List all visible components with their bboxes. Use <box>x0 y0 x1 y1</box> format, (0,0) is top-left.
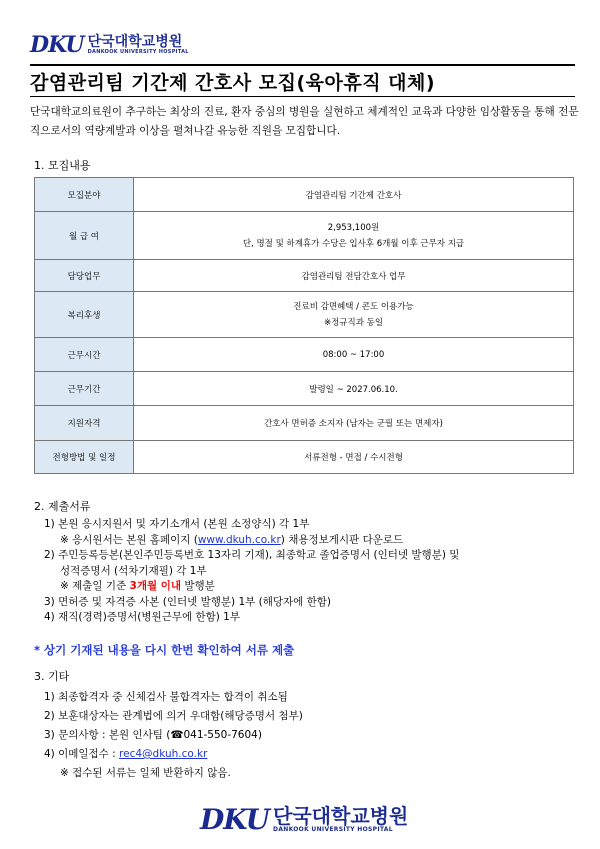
table-row <box>35 178 574 212</box>
row-value: 2,953,100원 단, 명절 및 하계휴가 수당은 입사후 6개월 이후 근무자 지급 <box>134 212 574 260</box>
list-item: 1) 본원 응시지원서 및 자기소개서 (본원 소정양식) 각 1부 <box>44 518 310 530</box>
row-value: 감염관리팀 기간제 간호사 <box>134 178 574 212</box>
notice-text: * 상기 기재된 내용을 다시 한번 확인하여 서류 제출 <box>34 643 295 657</box>
table-row <box>35 292 574 338</box>
row-key: 담당업무 <box>35 260 134 292</box>
row-value: 08:00 ~ 17:00 <box>134 338 574 372</box>
row-key: 월 급 여 <box>35 212 134 260</box>
list-item: 3) 문의사항 : 본원 인사팀 (☎041-550-7604) <box>44 729 262 741</box>
documents-list <box>44 517 584 626</box>
section-heading-etc: 3. 기타 <box>34 670 70 683</box>
row-value: 발령일 ~ 2027.06.10. <box>134 372 574 406</box>
table-row <box>35 441 574 474</box>
list-item-note: ※ 제출일 기준 3개월 이내 발행분 <box>60 580 215 592</box>
email-link[interactable]: rec4@dkuh.co.kr <box>119 748 208 760</box>
top-rule <box>30 64 575 66</box>
section-heading-documents: 2. 제출서류 <box>34 500 91 513</box>
recruit-table <box>34 177 574 474</box>
row-key: 전형방법 및 일정 <box>35 441 134 474</box>
table-row <box>35 212 574 260</box>
list-item: 2) 주민등록등본(본인주민등록번호 13자리 기재), 최종학교 졸업증명서 (인터넷 발행분) 및 <box>44 549 460 561</box>
row-value: 감염관리팀 전담간호사 업무 <box>134 260 574 292</box>
logo-name-en: DANKOOK UNIVERSITY HOSPITAL <box>273 826 393 833</box>
hospital-logo-bottom <box>200 803 408 836</box>
row-value: 서류전형 - 면접 / 수시전형 <box>134 441 574 474</box>
title-rule <box>30 96 575 97</box>
table-row <box>35 406 574 441</box>
row-key: 모집분야 <box>35 178 134 212</box>
list-item: 성적증명서 (석차기재필) 각 1부 <box>60 564 207 577</box>
section-heading-recruit: 1. 모집내용 <box>34 159 91 172</box>
deadline-highlight: 3개월 이내 <box>129 580 182 592</box>
row-key: 근무기간 <box>35 372 134 406</box>
logo-mark: DKU <box>200 803 270 836</box>
row-value: 간호사 면허증 소지자 (남자는 군필 또는 면제자) <box>134 406 574 441</box>
list-item: 1) 최종합격자 중 신체검사 불합격자는 합격이 취소됨 <box>44 691 288 703</box>
row-key: 근무시간 <box>35 338 134 372</box>
row-value: 진료비 감면혜택 / 콘도 이용가능 ※정규직과 동일 <box>134 292 574 338</box>
table-row <box>35 260 574 292</box>
intro-text: 단국대학교의료원이 추구하는 최상의 진료, 환자 중심의 병원을 실현하고 체계적인 교육과 다양한 임상활동을 통해 전문직으로서의 역량계발과 이상을 펼쳐나갈 유능한 직원을 모집합니다. <box>30 106 579 137</box>
list-item-note: ※ 접수된 서류는 일체 반환하지 않음. <box>60 767 231 779</box>
logo-mark: DKU <box>30 32 84 58</box>
table-row <box>35 338 574 372</box>
etc-list <box>44 688 584 783</box>
table-row <box>35 372 574 406</box>
hospital-logo-top <box>30 32 189 58</box>
list-item: 2) 보훈대상자는 관계법에 의거 우대함(해당증명서 첨부) <box>44 710 303 722</box>
page-title: 감염관리팀 기간제 간호사 모집(육아휴직 대체) <box>30 72 436 94</box>
list-item: 4) 재직(경력)증명서(병원근무에 한함) 1부 <box>44 611 241 623</box>
list-item-note: ※ 응시원서는 본원 홈페이지 (www.dkuh.co.kr) 채용정보게시판 다운로드 <box>60 533 404 546</box>
homepage-link[interactable]: www.dkuh.co.kr <box>197 533 281 546</box>
row-key: 복리후생 <box>35 292 134 338</box>
logo-name-kr: 단국대학교병원 <box>87 34 183 50</box>
logo-name-kr: 단국대학교병원 <box>273 804 409 828</box>
logo-name-en: DANKOOK UNIVERSITY HOSPITAL <box>87 49 189 55</box>
list-item: 4) 이메일접수 : rec4@dkuh.co.kr <box>44 748 208 760</box>
row-key: 지원자격 <box>35 406 134 441</box>
list-item: 3) 면허증 및 자격증 사본 (인터넷 발행분) 1부 (해당자에 한함) <box>44 595 332 608</box>
